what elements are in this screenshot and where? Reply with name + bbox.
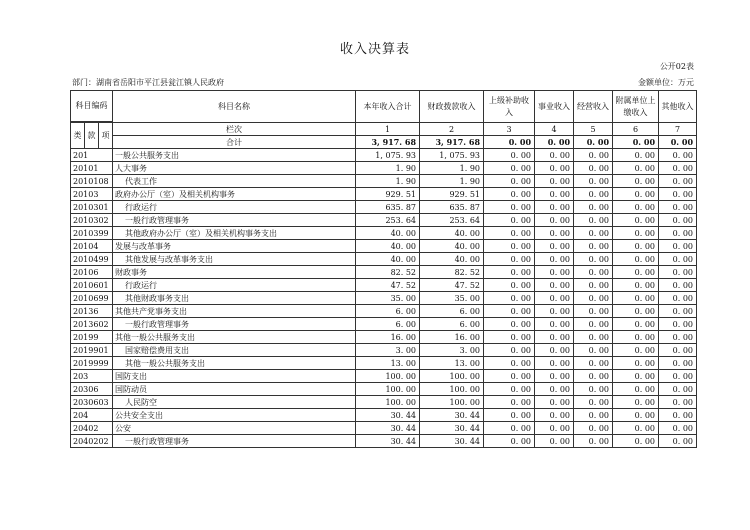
value-col-3: 0. 00 (484, 305, 535, 318)
header-row (71, 91, 697, 122)
value-col-4: 0. 00 (535, 370, 574, 383)
value-col-3: 0. 00 (484, 396, 535, 409)
value-col-5: 0. 00 (574, 279, 613, 292)
subject-code: 20104 (71, 240, 113, 253)
value-col-4: 0. 00 (535, 331, 574, 344)
seq-3: 3 (484, 123, 535, 136)
subject-name-cell (113, 318, 356, 331)
value-col-3: 0. 00 (484, 149, 535, 162)
table-row (71, 214, 697, 227)
table-body (71, 91, 697, 448)
subject-code: 2010108 (71, 175, 113, 188)
value-col-7: 0. 00 (659, 409, 697, 422)
table-row (71, 383, 697, 396)
value-col-7: 0. 00 (659, 383, 697, 396)
value-col-2: 35. 00 (420, 292, 484, 305)
value-col-4: 0. 00 (535, 292, 574, 305)
subject-name-cell (113, 305, 356, 318)
table-row (71, 227, 697, 240)
subject-code: 2010699 (71, 292, 113, 305)
income-final-accounts-table (70, 90, 697, 448)
subject-code: 20306 (71, 383, 113, 396)
value-col-6: 0. 00 (613, 435, 659, 448)
subject-code: 204 (71, 409, 113, 422)
value-col-1: 30. 44 (356, 409, 420, 422)
value-col-7: 0. 00 (659, 305, 697, 318)
value-col-2: 16. 00 (420, 331, 484, 344)
seq-7: 7 (659, 123, 697, 136)
subject-name: 财政事务 (115, 267, 148, 277)
value-col-1: 1. 90 (356, 175, 420, 188)
subject-name: 其他共产党事务支出 (115, 306, 188, 316)
value-col-6: 0. 00 (613, 409, 659, 422)
value-col-5: 0. 00 (574, 162, 613, 175)
value-col-6: 0. 00 (613, 318, 659, 331)
value-col-6: 0. 00 (613, 305, 659, 318)
value-col-2: 100. 00 (420, 383, 484, 396)
value-col-5: 0. 00 (574, 240, 613, 253)
value-col-3: 0. 00 (484, 331, 535, 344)
subject-name: 其他财政事务支出 (125, 293, 190, 303)
value-col-7: 0. 00 (659, 253, 697, 266)
value-col-3: 0. 00 (484, 214, 535, 227)
value-col-6: 0. 00 (613, 227, 659, 240)
subject-code: 2010301 (71, 201, 113, 214)
value-col-2: 929. 51 (420, 188, 484, 201)
header-col-7: 其他收入 (659, 91, 697, 123)
table-row (71, 188, 697, 201)
value-col-3: 0. 00 (484, 318, 535, 331)
subject-name: 政府办公厅（室）及相关机构事务 (115, 189, 236, 199)
table-row (71, 240, 697, 253)
seq-6: 6 (613, 123, 659, 136)
total-value-7: 0. 00 (659, 136, 697, 149)
value-col-4: 0. 00 (535, 396, 574, 409)
subject-name: 公共安全支出 (115, 410, 164, 420)
value-col-5: 0. 00 (574, 344, 613, 357)
subject-code: 2010399 (71, 227, 113, 240)
subject-name-cell (113, 357, 356, 370)
subject-name: 国防动员 (115, 384, 148, 394)
value-col-7: 0. 00 (659, 396, 697, 409)
value-col-6: 0. 00 (613, 266, 659, 279)
subject-name: 发展与改革事务 (115, 241, 172, 251)
value-col-4: 0. 00 (535, 422, 574, 435)
value-col-5: 0. 00 (574, 266, 613, 279)
subject-code: 2010601 (71, 279, 113, 292)
value-col-3: 0. 00 (484, 409, 535, 422)
subject-name-cell (113, 292, 356, 305)
value-col-7: 0. 00 (659, 370, 697, 383)
header-kuan: 款 (85, 123, 99, 149)
value-col-2: 1. 90 (420, 175, 484, 188)
subject-name: 其他发展与改革事务支出 (125, 254, 214, 264)
table-row (71, 357, 697, 370)
value-col-2: 1, 075. 93 (420, 149, 484, 162)
subject-name: 其他政府办公厅（室）及相关机构事务支出 (125, 228, 278, 238)
subject-name: 代表工作 (125, 176, 158, 186)
value-col-1: 1. 90 (356, 162, 420, 175)
value-col-5: 0. 00 (574, 214, 613, 227)
value-col-5: 0. 00 (574, 435, 613, 448)
total-value-4: 0. 00 (535, 136, 574, 149)
subject-code: 20136 (71, 305, 113, 318)
subject-name-cell (113, 370, 356, 383)
value-col-5: 0. 00 (574, 175, 613, 188)
table-row (71, 370, 697, 383)
value-col-2: 6. 00 (420, 318, 484, 331)
value-col-3: 0. 00 (484, 201, 535, 214)
value-col-7: 0. 00 (659, 344, 697, 357)
subject-name-cell (113, 344, 356, 357)
value-col-5: 0. 00 (574, 149, 613, 162)
table-row (71, 279, 697, 292)
subject-code: 2010499 (71, 253, 113, 266)
value-col-4: 0. 00 (535, 383, 574, 396)
value-col-1: 100. 00 (356, 370, 420, 383)
value-col-5: 0. 00 (574, 305, 613, 318)
value-col-5: 0. 00 (574, 422, 613, 435)
value-col-4: 0. 00 (535, 253, 574, 266)
value-col-4: 0. 00 (535, 305, 574, 318)
subject-name: 一般公共服务支出 (115, 150, 180, 160)
value-col-7: 0. 00 (659, 318, 697, 331)
value-col-1: 40. 00 (356, 240, 420, 253)
subject-name-cell (113, 149, 356, 162)
value-col-3: 0. 00 (484, 227, 535, 240)
value-col-1: 100. 00 (356, 383, 420, 396)
value-col-1: 16. 00 (356, 331, 420, 344)
value-col-7: 0. 00 (659, 175, 697, 188)
subject-name: 人大事务 (115, 163, 148, 173)
value-col-1: 13. 00 (356, 357, 420, 370)
value-col-5: 0. 00 (574, 253, 613, 266)
value-col-7: 0. 00 (659, 292, 697, 305)
seq-2: 2 (420, 123, 484, 136)
table-row (71, 435, 697, 448)
subject-code: 2019999 (71, 357, 113, 370)
subject-name-cell (113, 240, 356, 253)
value-col-7: 0. 00 (659, 240, 697, 253)
value-col-5: 0. 00 (574, 227, 613, 240)
value-col-6: 0. 00 (613, 396, 659, 409)
subject-name: 一般行政管理事务 (125, 436, 190, 446)
value-col-1: 3. 00 (356, 344, 420, 357)
value-col-5: 0. 00 (574, 331, 613, 344)
subject-name-cell (113, 188, 356, 201)
value-col-3: 0. 00 (484, 175, 535, 188)
table-row (71, 266, 697, 279)
value-col-2: 40. 00 (420, 253, 484, 266)
subject-name-cell (113, 201, 356, 214)
total-row (71, 136, 697, 149)
header-subject-code: 科目编码 (71, 91, 113, 122)
subject-name-cell (113, 227, 356, 240)
table-row (71, 422, 697, 435)
page-title: 收入决算表 (339, 42, 410, 57)
value-col-5: 0. 00 (574, 201, 613, 214)
value-col-6: 0. 00 (613, 370, 659, 383)
value-col-6: 0. 00 (613, 331, 659, 344)
value-col-6: 0. 00 (613, 240, 659, 253)
value-col-2: 100. 00 (420, 370, 484, 383)
value-col-4: 0. 00 (535, 357, 574, 370)
value-col-4: 0. 00 (535, 344, 574, 357)
value-col-3: 0. 00 (484, 279, 535, 292)
subject-name: 国防支出 (115, 371, 148, 381)
value-col-6: 0. 00 (613, 344, 659, 357)
form-number: 公开02表 (659, 62, 694, 71)
value-col-4: 0. 00 (535, 162, 574, 175)
subject-code: 20402 (71, 422, 113, 435)
amount-unit-label: 金额单位：万元 (638, 78, 694, 87)
value-col-1: 6. 00 (356, 305, 420, 318)
subject-name: 一般行政管理事务 (125, 215, 190, 225)
value-col-4: 0. 00 (535, 279, 574, 292)
table-row (71, 201, 697, 214)
subject-code: 20103 (71, 188, 113, 201)
header-subject-name: 科目名称 (113, 91, 356, 123)
subject-name-cell (113, 422, 356, 435)
subject-name: 其他一般公共服务支出 (115, 332, 196, 342)
value-col-4: 0. 00 (535, 175, 574, 188)
header-lei: 类 (71, 123, 85, 149)
subject-name: 人民防空 (125, 397, 158, 407)
value-col-7: 0. 00 (659, 331, 697, 344)
seq-label: 栏次 (113, 123, 356, 136)
value-col-7: 0. 00 (659, 422, 697, 435)
value-col-7: 0. 00 (659, 201, 697, 214)
subject-name-cell (113, 175, 356, 188)
subject-code: 2013602 (71, 318, 113, 331)
value-col-2: 82. 52 (420, 266, 484, 279)
subject-code: 2019901 (71, 344, 113, 357)
subject-name-cell (113, 279, 356, 292)
value-col-3: 0. 00 (484, 188, 535, 201)
value-col-2: 47. 52 (420, 279, 484, 292)
subject-name-cell (113, 383, 356, 396)
table-row (71, 253, 697, 266)
subject-name-cell (113, 214, 356, 227)
value-col-5: 0. 00 (574, 357, 613, 370)
total-value-3: 0. 00 (484, 136, 535, 149)
header-col-2: 财政拨款收入 (420, 91, 484, 123)
subject-name-cell (113, 435, 356, 448)
subject-name-cell (113, 253, 356, 266)
table-row (71, 305, 697, 318)
value-col-5: 0. 00 (574, 188, 613, 201)
value-col-7: 0. 00 (659, 435, 697, 448)
value-col-1: 6. 00 (356, 318, 420, 331)
value-col-1: 40. 00 (356, 227, 420, 240)
subject-name: 行政运行 (125, 280, 158, 290)
subject-name-cell (113, 396, 356, 409)
value-col-3: 0. 00 (484, 253, 535, 266)
value-col-3: 0. 00 (484, 422, 535, 435)
value-col-4: 0. 00 (535, 266, 574, 279)
value-col-6: 0. 00 (613, 357, 659, 370)
value-col-6: 0. 00 (613, 383, 659, 396)
value-col-7: 0. 00 (659, 279, 697, 292)
subject-name-cell (113, 409, 356, 422)
table-row (71, 331, 697, 344)
table-row (71, 318, 697, 331)
value-col-2: 13. 00 (420, 357, 484, 370)
value-col-2: 30. 44 (420, 422, 484, 435)
value-col-6: 0. 00 (613, 149, 659, 162)
header-col-3: 上级补助收入 (484, 91, 535, 123)
subject-name: 国家赔偿费用支出 (125, 345, 190, 355)
table-row (71, 149, 697, 162)
value-col-1: 82. 52 (356, 266, 420, 279)
header-xiang: 项 (99, 123, 113, 149)
value-col-1: 47. 52 (356, 279, 420, 292)
value-col-3: 0. 00 (484, 383, 535, 396)
value-col-3: 0. 00 (484, 370, 535, 383)
value-col-4: 0. 00 (535, 227, 574, 240)
value-col-3: 0. 00 (484, 435, 535, 448)
seq-5: 5 (574, 123, 613, 136)
value-col-2: 1. 90 (420, 162, 484, 175)
subject-name: 其他一般公共服务支出 (125, 358, 206, 368)
subject-code: 20106 (71, 266, 113, 279)
value-col-1: 635. 87 (356, 201, 420, 214)
value-col-1: 35. 00 (356, 292, 420, 305)
value-col-4: 0. 00 (535, 214, 574, 227)
value-col-2: 40. 00 (420, 227, 484, 240)
subject-name-cell (113, 162, 356, 175)
value-col-6: 0. 00 (613, 292, 659, 305)
value-col-4: 0. 00 (535, 149, 574, 162)
table-row (71, 175, 697, 188)
subject-code: 20199 (71, 331, 113, 344)
subject-code: 2010302 (71, 214, 113, 227)
department-label: 部门：湖南省岳阳市平江县瓮江镇人民政府 (72, 78, 224, 87)
total-value-6: 0. 00 (613, 136, 659, 149)
table-row (71, 292, 697, 305)
value-col-3: 0. 00 (484, 266, 535, 279)
value-col-2: 30. 44 (420, 409, 484, 422)
value-col-1: 929. 51 (356, 188, 420, 201)
value-col-1: 100. 00 (356, 396, 420, 409)
header-col-1: 本年收入合计 (356, 91, 420, 123)
subject-name-cell (113, 266, 356, 279)
total-label: 合计 (113, 136, 356, 149)
value-col-2: 6. 00 (420, 305, 484, 318)
header-col-5: 经营收入 (574, 91, 613, 123)
table-row (71, 162, 697, 175)
table-row (71, 409, 697, 422)
subject-code: 203 (71, 370, 113, 383)
value-col-7: 0. 00 (659, 214, 697, 227)
subject-name: 公安 (115, 423, 132, 433)
subject-name: 行政运行 (125, 202, 158, 212)
header-col-4: 事业收入 (535, 91, 574, 123)
seq-1: 1 (356, 123, 420, 136)
value-col-3: 0. 00 (484, 344, 535, 357)
value-col-5: 0. 00 (574, 383, 613, 396)
value-col-4: 0. 00 (535, 240, 574, 253)
total-value-5: 0. 00 (574, 136, 613, 149)
value-col-6: 0. 00 (613, 201, 659, 214)
total-value-2: 3, 917. 68 (420, 136, 484, 149)
value-col-6: 0. 00 (613, 188, 659, 201)
value-col-6: 0. 00 (613, 214, 659, 227)
subject-name: 一般行政管理事务 (125, 319, 190, 329)
value-col-7: 0. 00 (659, 149, 697, 162)
value-col-2: 40. 00 (420, 240, 484, 253)
value-col-4: 0. 00 (535, 188, 574, 201)
value-col-2: 3. 00 (420, 344, 484, 357)
value-col-2: 100. 00 (420, 396, 484, 409)
seq-row (71, 123, 697, 136)
subject-code: 2030603 (71, 396, 113, 409)
value-col-6: 0. 00 (613, 279, 659, 292)
value-col-4: 0. 00 (535, 435, 574, 448)
value-col-5: 0. 00 (574, 396, 613, 409)
value-col-1: 30. 44 (356, 422, 420, 435)
subject-code: 20101 (71, 162, 113, 175)
value-col-5: 0. 00 (574, 292, 613, 305)
subject-name-cell (113, 331, 356, 344)
value-col-7: 0. 00 (659, 266, 697, 279)
value-col-3: 0. 00 (484, 162, 535, 175)
value-col-5: 0. 00 (574, 318, 613, 331)
value-col-6: 0. 00 (613, 422, 659, 435)
value-col-7: 0. 00 (659, 188, 697, 201)
value-col-5: 0. 00 (574, 409, 613, 422)
subject-code: 201 (71, 149, 113, 162)
value-col-4: 0. 00 (535, 318, 574, 331)
seq-4: 4 (535, 123, 574, 136)
value-col-4: 0. 00 (535, 201, 574, 214)
value-col-3: 0. 00 (484, 292, 535, 305)
value-col-6: 0. 00 (613, 175, 659, 188)
value-col-7: 0. 00 (659, 162, 697, 175)
value-col-5: 0. 00 (574, 370, 613, 383)
value-col-7: 0. 00 (659, 357, 697, 370)
value-col-2: 30. 44 (420, 435, 484, 448)
value-col-3: 0. 00 (484, 240, 535, 253)
value-col-1: 1, 075. 93 (356, 149, 420, 162)
subject-code: 2040202 (71, 435, 113, 448)
value-col-1: 30. 44 (356, 435, 420, 448)
value-col-1: 40. 00 (356, 253, 420, 266)
value-col-4: 0. 00 (535, 409, 574, 422)
value-col-2: 635. 87 (420, 201, 484, 214)
header-col-6: 附属单位上缴收入 (613, 91, 659, 123)
table-row (71, 396, 697, 409)
table-row (71, 344, 697, 357)
value-col-6: 0. 00 (613, 162, 659, 175)
value-col-1: 253. 64 (356, 214, 420, 227)
value-col-3: 0. 00 (484, 357, 535, 370)
value-col-7: 0. 00 (659, 227, 697, 240)
value-col-6: 0. 00 (613, 253, 659, 266)
total-value-1: 3, 917. 68 (356, 136, 420, 149)
value-col-2: 253. 64 (420, 214, 484, 227)
